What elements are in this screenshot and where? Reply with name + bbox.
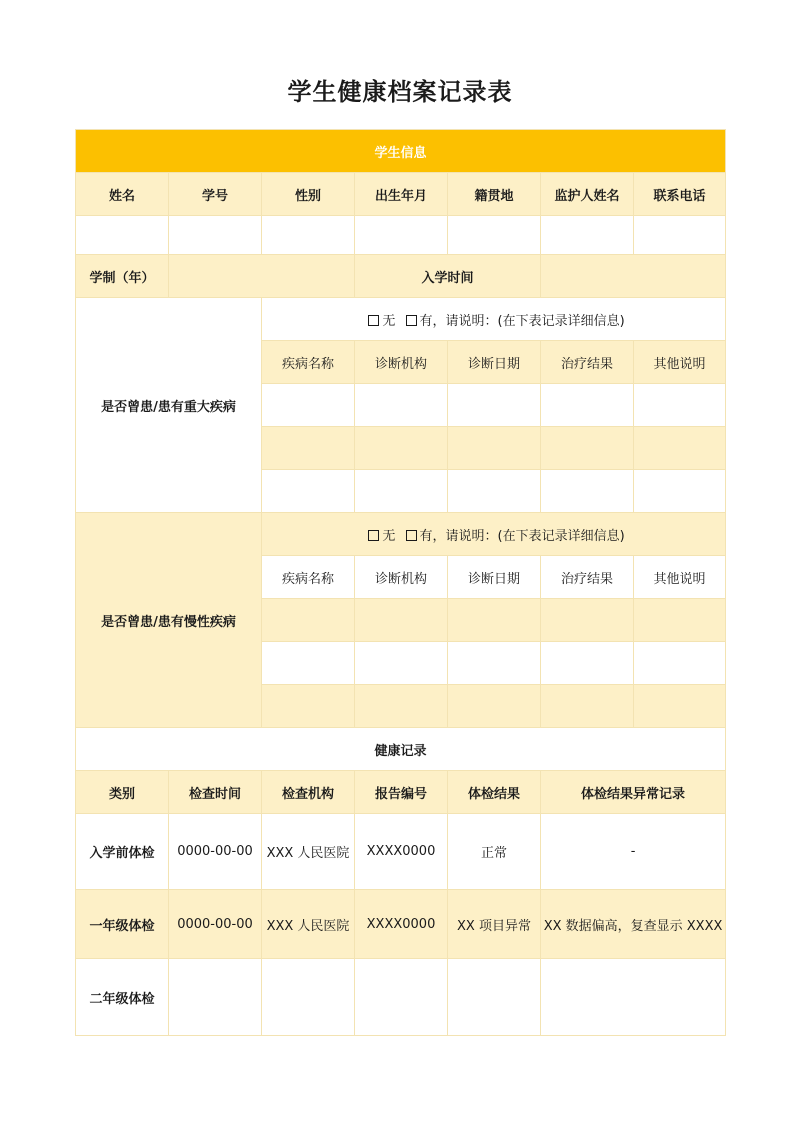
record-abnormal[interactable] bbox=[541, 959, 726, 1036]
cell[interactable] bbox=[541, 599, 634, 642]
field-name[interactable] bbox=[76, 216, 169, 255]
cell[interactable] bbox=[541, 427, 634, 470]
cell[interactable] bbox=[262, 427, 355, 470]
record-org[interactable]: XXX 人民医院 bbox=[262, 890, 355, 959]
enroll-time-field[interactable] bbox=[541, 255, 726, 298]
cell[interactable] bbox=[262, 470, 355, 513]
header-birth: 出生年月 bbox=[355, 173, 448, 216]
record-time[interactable]: 0000-00-00 bbox=[169, 890, 262, 959]
cell[interactable] bbox=[355, 685, 448, 728]
option-none-label: 无 bbox=[382, 313, 396, 329]
header-report-no: 报告编号 bbox=[355, 771, 448, 814]
record-result[interactable]: XX 项目异常 bbox=[448, 890, 541, 959]
major-disease-label: 是否曾患/患有重大疾病 bbox=[76, 298, 262, 513]
record-result[interactable] bbox=[448, 959, 541, 1036]
header-diagnosis-org: 诊断机构 bbox=[355, 341, 448, 384]
record-time[interactable]: 0000-00-00 bbox=[169, 814, 262, 890]
option-yes-label: 有，请说明：(在下表记录详细信息) bbox=[419, 313, 625, 329]
cell[interactable] bbox=[355, 427, 448, 470]
header-treatment-result: 治疗结果 bbox=[541, 341, 634, 384]
health-records-header bbox=[76, 728, 726, 771]
cell[interactable] bbox=[634, 685, 726, 728]
cell[interactable] bbox=[634, 427, 726, 470]
record-abnormal[interactable]: XX 数据偏高，复查显示 XXXX bbox=[541, 890, 726, 959]
field-student-id[interactable] bbox=[169, 216, 262, 255]
header-diagnosis-date: 诊断日期 bbox=[448, 556, 541, 599]
school-years-label: 学制（年） bbox=[76, 255, 169, 298]
header-exam-org: 检查机构 bbox=[262, 771, 355, 814]
cell[interactable] bbox=[541, 685, 634, 728]
header-disease-name: 疾病名称 bbox=[262, 556, 355, 599]
header-other-notes: 其他说明 bbox=[634, 556, 726, 599]
record-category: 二年级体检 bbox=[76, 959, 169, 1036]
header-exam-time: 检查时间 bbox=[169, 771, 262, 814]
cell[interactable] bbox=[541, 642, 634, 685]
header-student-id: 学号 bbox=[169, 173, 262, 216]
header-phone: 联系电话 bbox=[634, 173, 726, 216]
table-row bbox=[76, 890, 726, 959]
cell[interactable] bbox=[634, 384, 726, 427]
checkbox-yes[interactable] bbox=[406, 530, 417, 541]
major-disease-options bbox=[262, 298, 726, 341]
enroll-time-label: 入学时间 bbox=[355, 255, 541, 298]
field-phone[interactable] bbox=[634, 216, 726, 255]
cell[interactable] bbox=[355, 599, 448, 642]
record-org[interactable] bbox=[262, 959, 355, 1036]
cell[interactable] bbox=[634, 599, 726, 642]
record-report[interactable]: XXXX0000 bbox=[355, 890, 448, 959]
cell[interactable] bbox=[448, 599, 541, 642]
option-yes-label: 有，请说明：(在下表记录详细信息) bbox=[419, 528, 625, 544]
checkbox-yes[interactable] bbox=[406, 315, 417, 326]
record-time[interactable] bbox=[169, 959, 262, 1036]
health-records-label: 健康记录 bbox=[76, 728, 726, 771]
page-title: 学生健康档案记录表 bbox=[287, 78, 513, 106]
record-abnormal[interactable]: - bbox=[541, 814, 726, 890]
header-gender: 性别 bbox=[262, 173, 355, 216]
cell[interactable] bbox=[355, 470, 448, 513]
cell[interactable] bbox=[541, 470, 634, 513]
header-hometown: 籍贯地 bbox=[448, 173, 541, 216]
student-info-header bbox=[76, 130, 726, 173]
header-diagnosis-date: 诊断日期 bbox=[448, 341, 541, 384]
record-report[interactable] bbox=[355, 959, 448, 1036]
record-category: 入学前体检 bbox=[76, 814, 169, 890]
chronic-disease-label: 是否曾患/患有慢性疾病 bbox=[76, 513, 262, 728]
field-birth[interactable] bbox=[355, 216, 448, 255]
table-row bbox=[76, 814, 726, 890]
health-records-columns bbox=[76, 771, 726, 814]
cell[interactable] bbox=[448, 384, 541, 427]
record-report[interactable]: XXXX0000 bbox=[355, 814, 448, 890]
record-result[interactable]: 正常 bbox=[448, 814, 541, 890]
student-info-label: 学生信息 bbox=[76, 130, 726, 173]
cell[interactable] bbox=[262, 685, 355, 728]
option-none-label: 无 bbox=[382, 528, 396, 544]
field-guardian[interactable] bbox=[541, 216, 634, 255]
field-hometown[interactable] bbox=[448, 216, 541, 255]
table-row bbox=[76, 959, 726, 1036]
school-years-row bbox=[76, 255, 726, 298]
major-disease-options-row bbox=[76, 298, 726, 341]
header-abnormal-record: 体检结果异常记录 bbox=[541, 771, 726, 814]
cell[interactable] bbox=[448, 685, 541, 728]
header-other-notes: 其他说明 bbox=[634, 341, 726, 384]
student-info-columns bbox=[76, 173, 726, 216]
cell[interactable] bbox=[448, 427, 541, 470]
cell[interactable] bbox=[448, 470, 541, 513]
school-years-field[interactable] bbox=[169, 255, 355, 298]
checkbox-none[interactable] bbox=[368, 530, 379, 541]
header-exam-result: 体检结果 bbox=[448, 771, 541, 814]
cell[interactable] bbox=[355, 642, 448, 685]
cell[interactable] bbox=[448, 642, 541, 685]
chronic-disease-options-row bbox=[76, 513, 726, 556]
cell[interactable] bbox=[541, 384, 634, 427]
record-org[interactable]: XXX 人民医院 bbox=[262, 814, 355, 890]
header-diagnosis-org: 诊断机构 bbox=[355, 556, 448, 599]
cell[interactable] bbox=[634, 642, 726, 685]
checkbox-none[interactable] bbox=[368, 315, 379, 326]
cell[interactable] bbox=[355, 384, 448, 427]
chronic-disease-options bbox=[262, 513, 726, 556]
header-guardian: 监护人姓名 bbox=[541, 173, 634, 216]
cell[interactable] bbox=[262, 384, 355, 427]
cell[interactable] bbox=[262, 599, 355, 642]
health-record-form bbox=[75, 129, 726, 1036]
student-info-values bbox=[76, 216, 726, 255]
header-category: 类别 bbox=[76, 771, 169, 814]
header-name: 姓名 bbox=[76, 173, 169, 216]
record-category: 一年级体检 bbox=[76, 890, 169, 959]
cell[interactable] bbox=[634, 470, 726, 513]
field-gender[interactable] bbox=[262, 216, 355, 255]
header-disease-name: 疾病名称 bbox=[262, 341, 355, 384]
header-treatment-result: 治疗结果 bbox=[541, 556, 634, 599]
cell[interactable] bbox=[262, 642, 355, 685]
